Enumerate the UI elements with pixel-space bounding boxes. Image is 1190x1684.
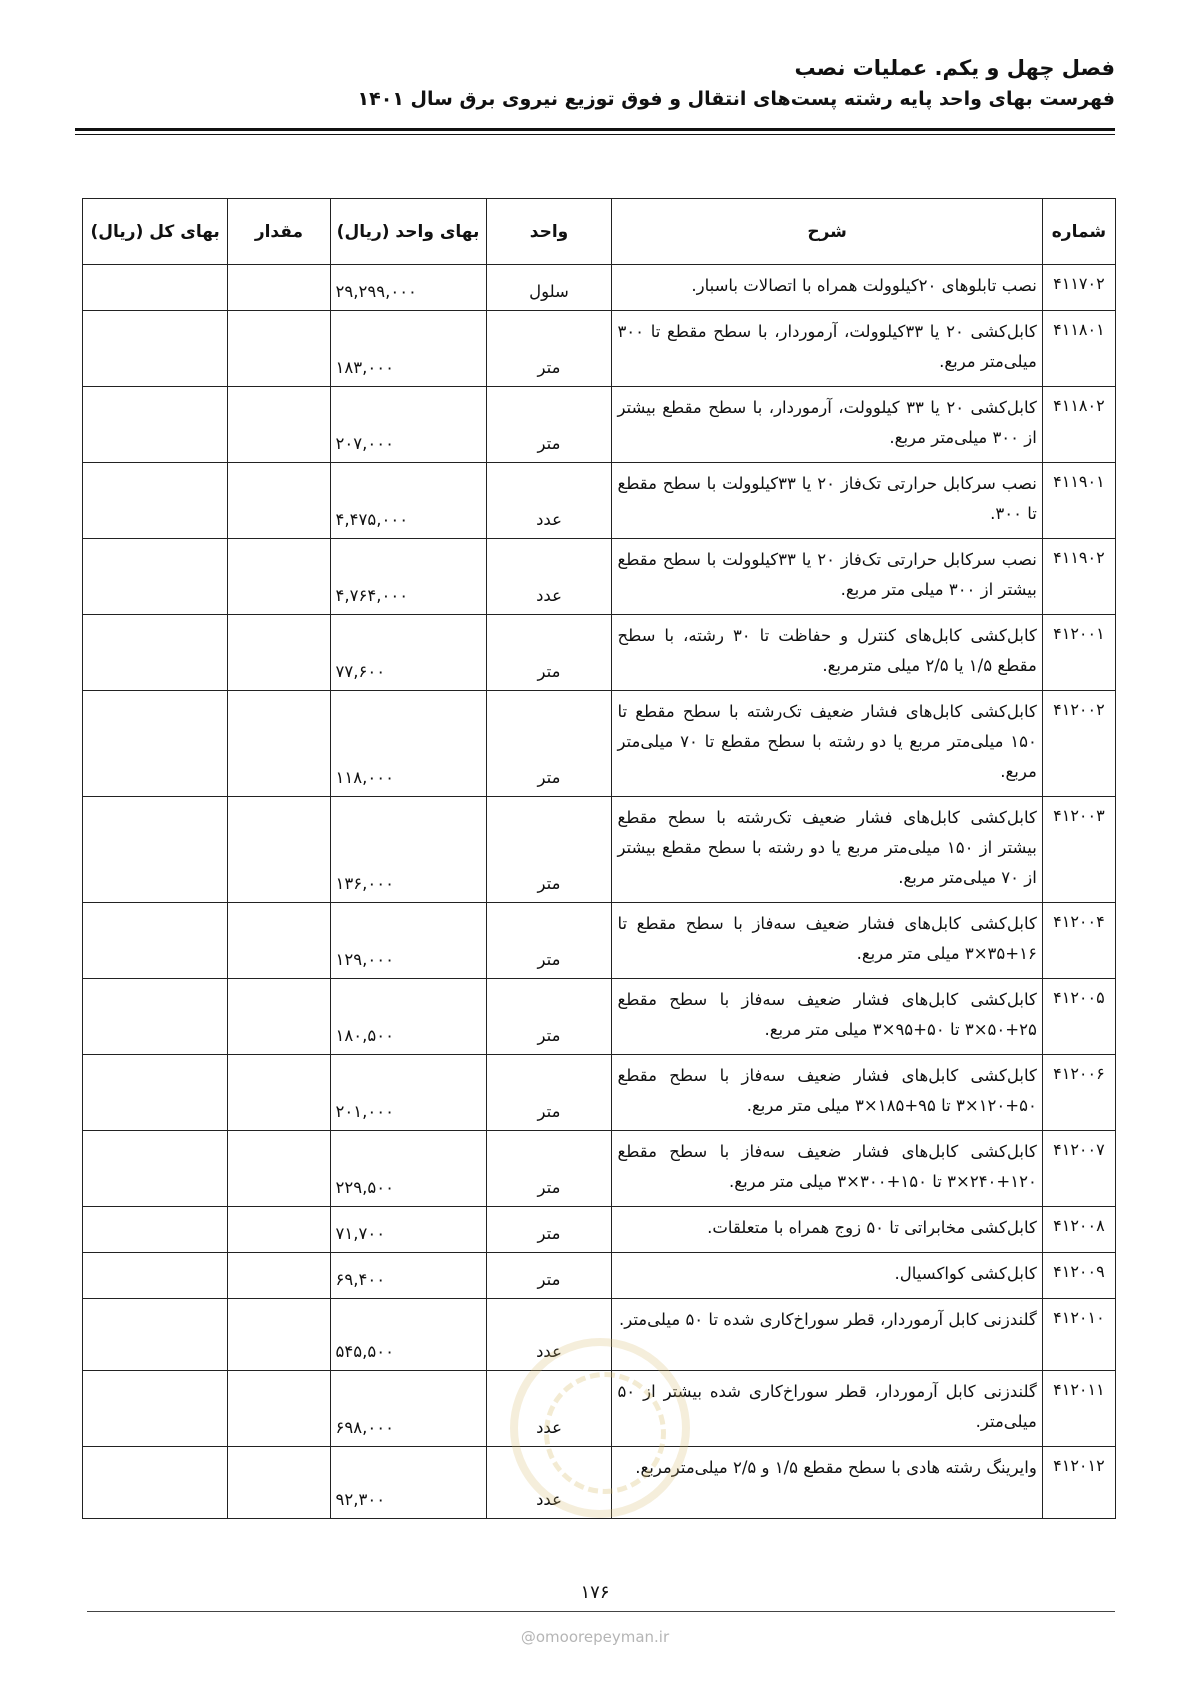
column-header-quantity: مقدار xyxy=(228,199,330,265)
row-unit-price: ۱۸۰,۵۰۰ xyxy=(330,979,486,1055)
table-body xyxy=(83,265,1116,1519)
row-code: ۴۱۲۰۰۵ xyxy=(1042,979,1115,1055)
row-unit-price: ۴,۴۷۵,۰۰۰ xyxy=(330,463,486,539)
table-row xyxy=(83,539,1116,615)
row-unit-price: ۵۴۵,۵۰۰ xyxy=(330,1299,486,1371)
row-quantity xyxy=(228,463,330,539)
row-unit: متر xyxy=(486,1253,612,1299)
row-unit-price: ۲۰۱,۰۰۰ xyxy=(330,1055,486,1131)
row-unit-price: ۶۹۸,۰۰۰ xyxy=(330,1371,486,1447)
table-row xyxy=(83,387,1116,463)
row-description: نصب سرکابل حرارتی تک‌فاز ۲۰ یا ۳۳کیلوولت با سطح مقطع تا ۳۰۰. xyxy=(612,463,1042,539)
row-total-price xyxy=(83,387,228,463)
row-unit-price: ۹۲,۳۰۰ xyxy=(330,1447,486,1519)
row-unit: متر xyxy=(486,797,612,903)
row-total-price xyxy=(83,1371,228,1447)
table-row xyxy=(83,1131,1116,1207)
row-unit-price: ۷۱,۷۰۰ xyxy=(330,1207,486,1253)
row-quantity xyxy=(228,1055,330,1131)
header-rule-thick xyxy=(75,128,1115,131)
row-total-price xyxy=(83,1253,228,1299)
table-row xyxy=(83,1447,1116,1519)
row-code: ۴۱۱۸۰۲ xyxy=(1042,387,1115,463)
table-row xyxy=(83,1253,1116,1299)
row-description: گلندزنی کابل آرموردار، قطر سوراخ‌کاری شده بیشتر از ۵۰ میلی‌متر. xyxy=(612,1371,1042,1447)
row-unit-price: ۶۹,۴۰۰ xyxy=(330,1253,486,1299)
row-description: کابل‌کشی ۲۰ یا ۳۳کیلوولت، آرموردار، با سطح مقطع تا ۳۰۰ میلی‌متر مربع. xyxy=(612,311,1042,387)
row-code: ۴۱۲۰۰۳ xyxy=(1042,797,1115,903)
row-code: ۴۱۱۷۰۲ xyxy=(1042,265,1115,311)
row-unit: متر xyxy=(486,691,612,797)
table-row xyxy=(83,797,1116,903)
row-unit: عدد xyxy=(486,1447,612,1519)
row-description: کابل‌کشی کابل‌های فشار ضعیف سه‌فاز با سطح مقطع ۲۵+۵۰×۳ تا ۵۰+۹۵×۳ میلی متر مربع. xyxy=(612,979,1042,1055)
row-description: کابل‌کشی کابل‌های فشار ضعیف سه‌فاز با سطح مقطع تا ۱۶+۳۵×۳ میلی متر مربع. xyxy=(612,903,1042,979)
table-row xyxy=(83,1371,1116,1447)
row-quantity xyxy=(228,1253,330,1299)
chapter-title: فصل چهل و یکم. عملیات نصب xyxy=(794,56,1115,80)
price-table xyxy=(82,198,1116,1519)
row-unit: متر xyxy=(486,615,612,691)
column-header-description: شرح xyxy=(612,199,1042,265)
row-unit-price: ۲۰۷,۰۰۰ xyxy=(330,387,486,463)
row-description: کابل‌کشی کابل‌های فشار ضعیف تک‌رشته با سطح مقطع تا ۱۵۰ میلی‌متر مربع یا دو رشته با سطح مقطع تا ۷۰ میلی‌متر مربع. xyxy=(612,691,1042,797)
table-header-row xyxy=(83,199,1116,265)
table-row xyxy=(83,691,1116,797)
table-row xyxy=(83,1299,1116,1371)
row-unit-price: ۱۱۸,۰۰۰ xyxy=(330,691,486,797)
row-quantity xyxy=(228,1207,330,1253)
row-quantity xyxy=(228,311,330,387)
row-unit: متر xyxy=(486,1055,612,1131)
row-total-price xyxy=(83,979,228,1055)
row-description: کابل‌کشی کابل‌های فشار ضعیف سه‌فاز با سطح مقطع ۱۲۰+۲۴۰×۳ تا ۱۵۰+۳۰۰×۳ میلی متر مربع. xyxy=(612,1131,1042,1207)
column-header-total-price: بهای کل (ریال) xyxy=(83,199,228,265)
page-header xyxy=(75,52,1115,114)
row-description: کابل‌کشی کواکسیال. xyxy=(612,1253,1042,1299)
row-code: ۴۱۲۰۰۶ xyxy=(1042,1055,1115,1131)
watermark-url: @omoorepeyman.ir xyxy=(520,1628,670,1646)
row-total-price xyxy=(83,311,228,387)
table-row xyxy=(83,1055,1116,1131)
row-quantity xyxy=(228,539,330,615)
row-quantity xyxy=(228,1447,330,1519)
table-row xyxy=(83,265,1116,311)
row-unit-price: ۱۸۳,۰۰۰ xyxy=(330,311,486,387)
table-row xyxy=(83,903,1116,979)
row-unit-price: ۲۲۹,۵۰۰ xyxy=(330,1131,486,1207)
row-total-price xyxy=(83,463,228,539)
row-code: ۴۱۲۰۰۹ xyxy=(1042,1253,1115,1299)
row-quantity xyxy=(228,265,330,311)
row-unit-price: ۴,۷۶۴,۰۰۰ xyxy=(330,539,486,615)
row-unit: متر xyxy=(486,311,612,387)
row-unit: عدد xyxy=(486,539,612,615)
row-description: کابل‌کشی کابل‌های کنترل و حفاظت تا ۳۰ رشته، با سطح مقطع ۱/۵ یا ۲/۵ میلی مترمربع. xyxy=(612,615,1042,691)
row-quantity xyxy=(228,797,330,903)
row-total-price xyxy=(83,1131,228,1207)
row-total-price xyxy=(83,1055,228,1131)
header-rule-thin xyxy=(75,134,1115,135)
row-code: ۴۱۲۰۰۷ xyxy=(1042,1131,1115,1207)
row-unit: متر xyxy=(486,903,612,979)
row-total-price xyxy=(83,903,228,979)
row-code: ۴۱۲۰۰۱ xyxy=(1042,615,1115,691)
row-description: گلندزنی کابل آرموردار، قطر سوراخ‌کاری شده تا ۵۰ میلی‌متر. xyxy=(612,1299,1042,1371)
row-quantity xyxy=(228,1371,330,1447)
row-quantity xyxy=(228,615,330,691)
row-quantity xyxy=(228,903,330,979)
row-description: نصب سرکابل حرارتی تک‌فاز ۲۰ یا ۳۳کیلوولت با سطح مقطع بیشتر از ۳۰۰ میلی متر مربع. xyxy=(612,539,1042,615)
row-unit: متر xyxy=(486,1131,612,1207)
row-unit-price: ۱۳۶,۰۰۰ xyxy=(330,797,486,903)
row-unit: متر xyxy=(486,979,612,1055)
row-total-price xyxy=(83,797,228,903)
column-header-code: شماره xyxy=(1042,199,1115,265)
row-description: کابل‌کشی کابل‌های فشار ضعیف تک‌رشته با سطح مقطع بیشتر از ۱۵۰ میلی‌متر مربع یا دو رشته با سطح مقطع بیشتر از ۷۰ میلی‌متر مربع. xyxy=(612,797,1042,903)
row-description: وایرینگ رشته هادی با سطح مقطع ۱/۵ و ۲/۵ میلی‌مترمربع. xyxy=(612,1447,1042,1519)
row-unit: عدد xyxy=(486,1371,612,1447)
row-quantity xyxy=(228,387,330,463)
row-total-price xyxy=(83,1299,228,1371)
row-quantity xyxy=(228,1299,330,1371)
row-code: ۴۱۲۰۰۴ xyxy=(1042,903,1115,979)
row-unit: سلول xyxy=(486,265,612,311)
row-total-price xyxy=(83,1447,228,1519)
footer-rule xyxy=(87,1611,1115,1612)
row-unit: عدد xyxy=(486,1299,612,1371)
row-code: ۴۱۲۰۰۸ xyxy=(1042,1207,1115,1253)
row-total-price xyxy=(83,265,228,311)
column-header-unit-price: بهای واحد (ریال) xyxy=(330,199,486,265)
page-number: ۱۷۶ xyxy=(580,1582,610,1603)
row-unit: متر xyxy=(486,387,612,463)
row-code: ۴۱۲۰۱۰ xyxy=(1042,1299,1115,1371)
row-code: ۴۱۲۰۰۲ xyxy=(1042,691,1115,797)
row-unit: عدد xyxy=(486,463,612,539)
row-description: کابل‌کشی کابل‌های فشار ضعیف سه‌فاز با سطح مقطع ۵۰+۱۲۰×۳ تا ۹۵+۱۸۵×۳ میلی متر مربع. xyxy=(612,1055,1042,1131)
document-title: فهرست بهای واحد پایه رشته پست‌های انتقال و فوق توزیع نیروی برق سال ۱۴۰۱ xyxy=(357,88,1115,110)
table-row xyxy=(83,979,1116,1055)
row-unit: متر xyxy=(486,1207,612,1253)
row-description: نصب تابلوهای ۲۰کیلوولت همراه با اتصالات باسبار. xyxy=(612,265,1042,311)
row-quantity xyxy=(228,979,330,1055)
table-row xyxy=(83,1207,1116,1253)
table-row xyxy=(83,311,1116,387)
column-header-unit: واحد xyxy=(486,199,612,265)
row-total-price xyxy=(83,539,228,615)
row-total-price xyxy=(83,691,228,797)
row-quantity xyxy=(228,1131,330,1207)
row-code: ۴۱۱۹۰۱ xyxy=(1042,463,1115,539)
row-unit-price: ۷۷,۶۰۰ xyxy=(330,615,486,691)
row-quantity xyxy=(228,691,330,797)
row-unit-price: ۱۲۹,۰۰۰ xyxy=(330,903,486,979)
row-description: کابل‌کشی ۲۰ یا ۳۳ کیلوولت، آرموردار، با سطح مقطع بیشتر از ۳۰۰ میلی‌متر مربع. xyxy=(612,387,1042,463)
row-code: ۴۱۱۹۰۲ xyxy=(1042,539,1115,615)
table-row xyxy=(83,463,1116,539)
row-unit-price: ۲۹,۲۹۹,۰۰۰ xyxy=(330,265,486,311)
row-total-price xyxy=(83,615,228,691)
row-code: ۴۱۱۸۰۱ xyxy=(1042,311,1115,387)
table-row xyxy=(83,615,1116,691)
row-total-price xyxy=(83,1207,228,1253)
row-code: ۴۱۲۰۱۱ xyxy=(1042,1371,1115,1447)
row-description: کابل‌کشی مخابراتی تا ۵۰ زوج همراه با متعلقات. xyxy=(612,1207,1042,1253)
row-code: ۴۱۲۰۱۲ xyxy=(1042,1447,1115,1519)
